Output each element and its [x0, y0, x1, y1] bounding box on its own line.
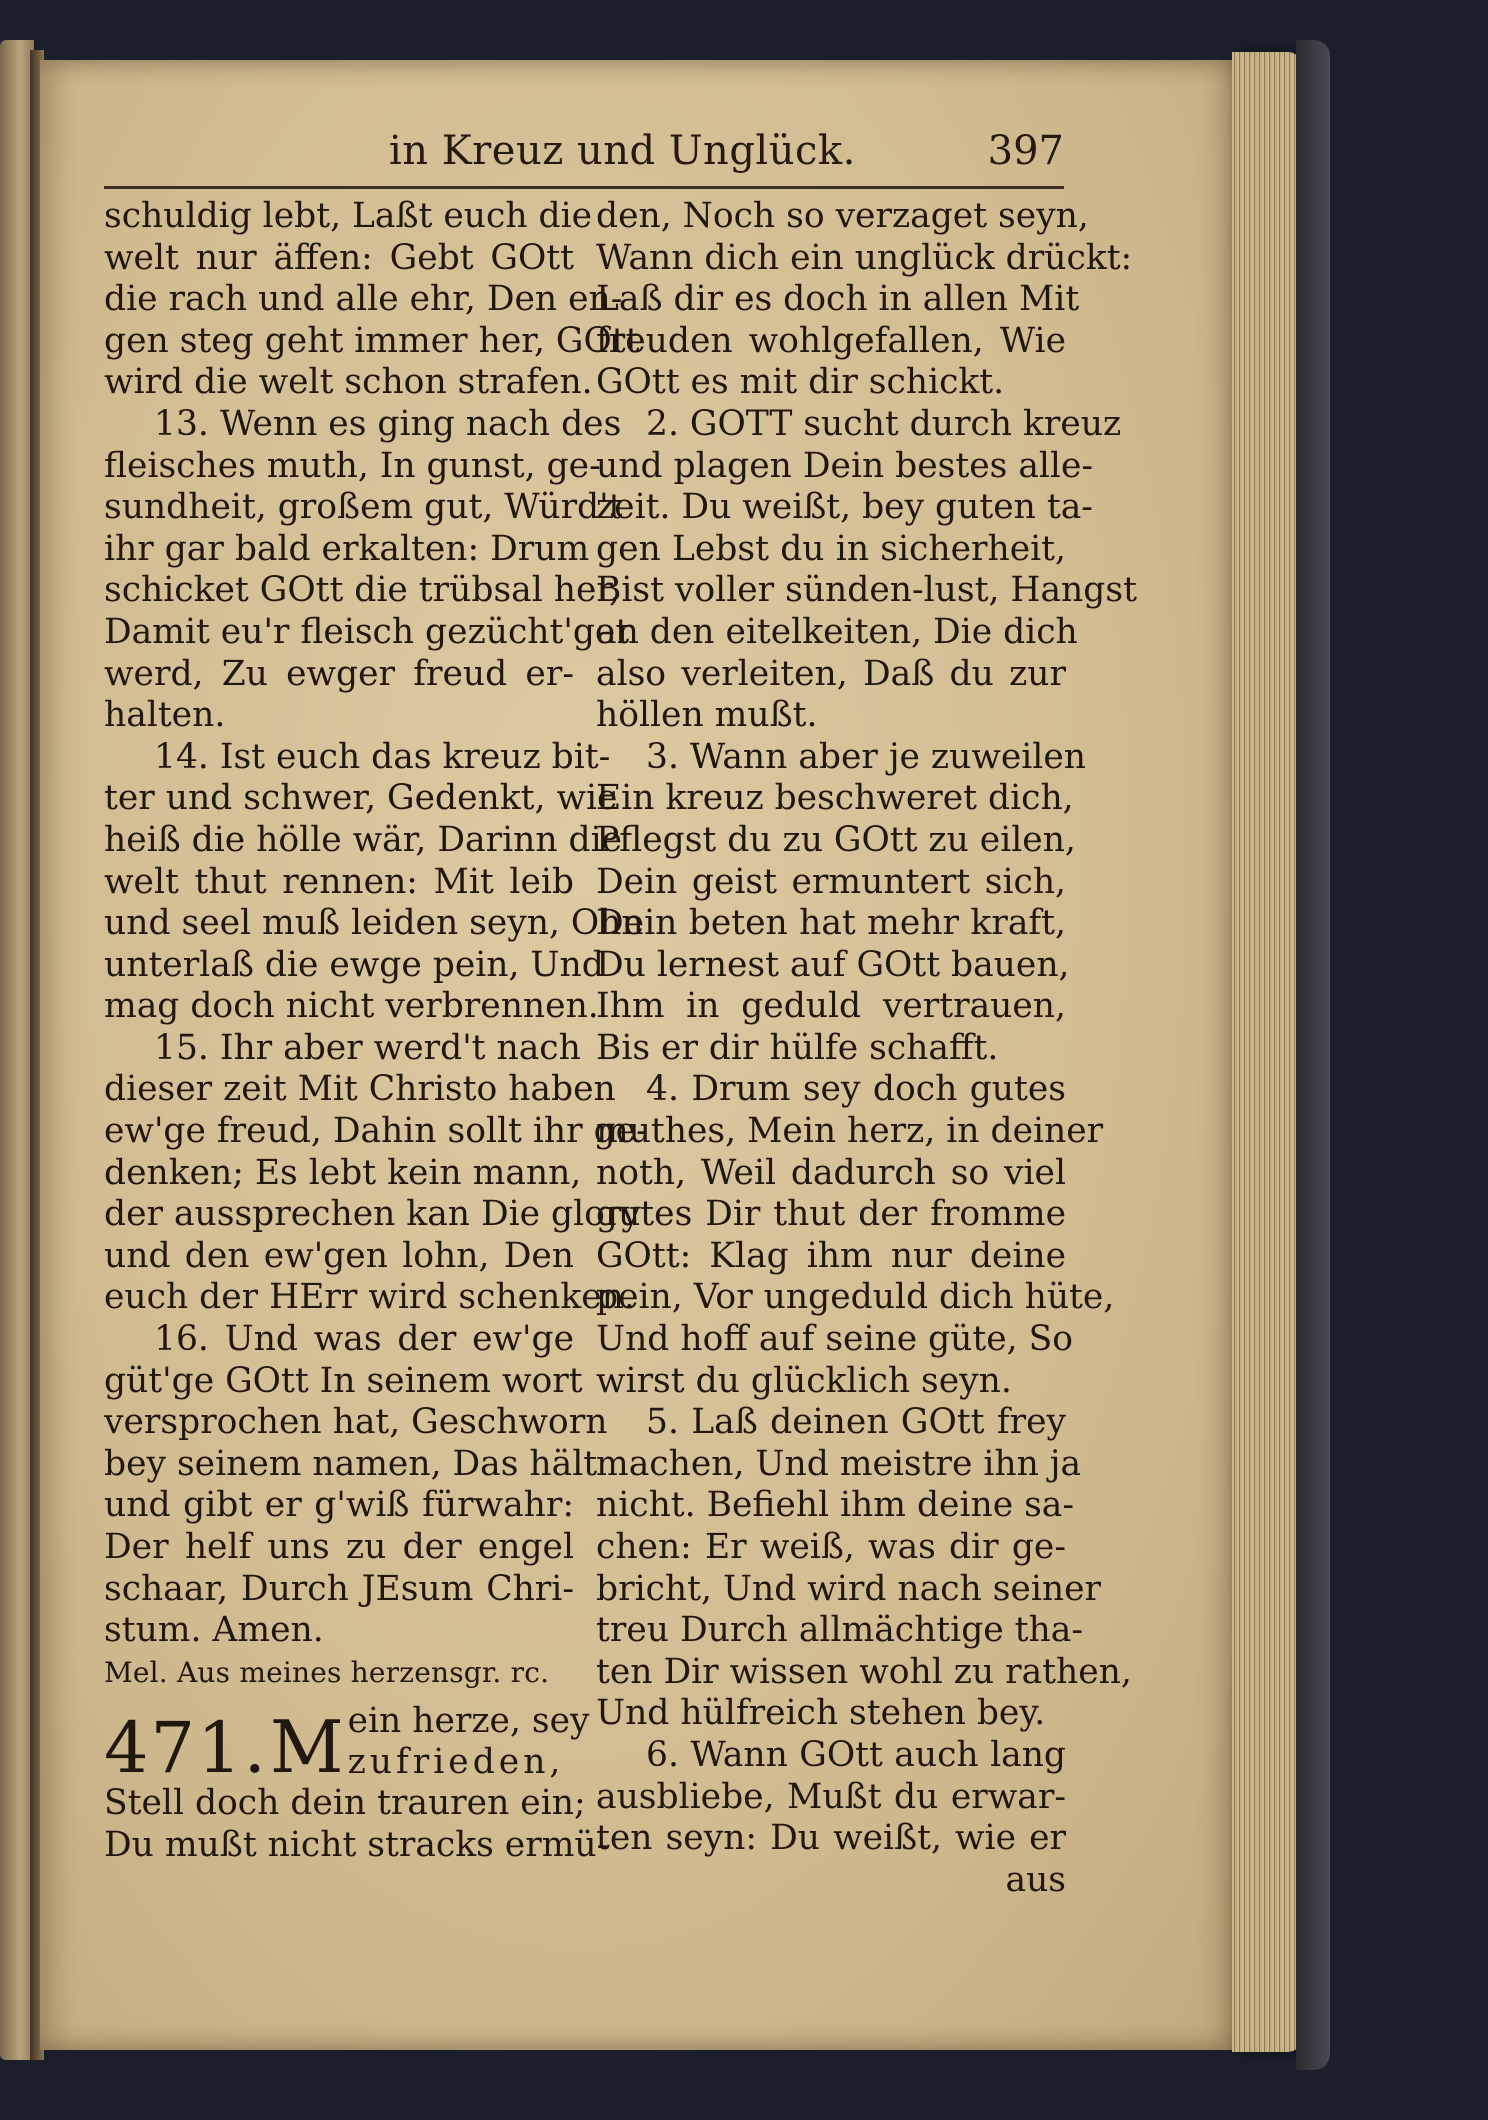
verse-line: sundheit, großem gut, Würd't — [104, 487, 623, 528]
verse-line: 3. Wann aber je zuweilen — [646, 736, 1086, 777]
verse-line: und seel muß leiden seyn, Ohn — [104, 903, 644, 944]
verse-line: schaar, Durch JEsum Chri- — [104, 1568, 574, 1609]
verse-line: zeit. Du weißt, bey guten ta- — [596, 487, 1093, 528]
verse-5 — [596, 1402, 1132, 1735]
verse-line: ausbliebe, Mußt du erwar- — [596, 1776, 1066, 1817]
verse-line: Pflegst du zu GOtt zu eilen, — [596, 819, 1076, 860]
verse-4 — [596, 1069, 1115, 1402]
verse-line: wirst du glücklich seyn. — [596, 1360, 1012, 1401]
hymn-first-lines — [348, 1701, 590, 1783]
verse-line: 6. Wann GOtt auch lang — [646, 1734, 1066, 1775]
text-line: wird die welt schon strafen. — [104, 362, 593, 403]
verse-line: und gibt er g'wiß fürwahr: — [104, 1485, 574, 1526]
verse-line: ten Dir wissen wohl zu rathen, — [596, 1651, 1132, 1692]
melody-note: Mel. Aus meines herzensgr. rc. — [104, 1655, 550, 1689]
verse-line: Du lernest auf GOtt bauen, — [596, 944, 1070, 985]
text-line: Laß dir es doch in allen Mit — [596, 279, 1080, 320]
verse-line: machen, Und meistre ihn ja — [596, 1443, 1082, 1484]
verse-line: Dein beten hat mehr kraft, — [596, 903, 1066, 944]
hymn-line: Stell doch dein trauren ein; — [104, 1783, 586, 1824]
page-number: 397 — [987, 128, 1064, 174]
verse-line: Und hoff auf seine güte, So — [596, 1319, 1074, 1360]
verse-line: höllen mußt. — [596, 695, 818, 736]
verse-line: und den ew'gen lohn, Den — [104, 1235, 574, 1276]
verse-line: ter und schwer, Gedenkt, wie — [104, 778, 618, 819]
verse-line: stum. Amen. — [104, 1610, 324, 1651]
hymn-line: zufrieden, — [347, 1742, 565, 1783]
verse-line: 16. Und was der ew'ge — [154, 1319, 574, 1360]
verse-line: euch der HErr wird schenken. — [104, 1277, 635, 1318]
verse-line: 14. Ist euch das kreuz bit- — [154, 736, 611, 777]
verse-line: muthes, Mein herz, in deiner — [596, 1111, 1104, 1152]
verse-line: nicht. Befiehl ihm deine sa- — [596, 1485, 1075, 1526]
verse-line: Bis er dir hülfe schafft. — [596, 1027, 999, 1068]
verse-line: dieser zeit Mit Christo haben — [104, 1069, 616, 1110]
verse-line: pein, Vor ungeduld dich hüte, — [596, 1277, 1115, 1318]
verse-line: denken; Es lebt kein mann, — [104, 1152, 582, 1193]
text-line: welt nur äffen: Gebt GOtt — [104, 237, 574, 278]
hymn-line: ein herze, sey — [347, 1701, 590, 1742]
verse-line: Damit eu'r fleisch gezücht'get — [104, 611, 630, 652]
catchword: aus — [1005, 1859, 1066, 1900]
verse-line: gutes Dir thut der fromme — [596, 1194, 1066, 1235]
verse-15 — [104, 1027, 648, 1319]
text-line: den, Noch so verzaget seyn, — [596, 196, 1089, 236]
verse-line: Bist voller sünden-lust, Hangst — [596, 570, 1137, 611]
verse-line: werd, Zu ewger freud er- — [104, 653, 574, 694]
hymn-number: 471. — [104, 1707, 268, 1790]
verse-line: ihr gar bald erkalten: Drum — [104, 528, 590, 569]
drop-initial: M — [269, 1705, 344, 1790]
left-column — [104, 196, 648, 1867]
verse-13 — [104, 403, 630, 737]
verse-line: schicket GOtt die trübsal her, — [104, 570, 621, 611]
verse-line: heiß die hölle wär, Darinn die — [104, 819, 623, 860]
text-line: freuden wohlgefallen, Wie — [596, 320, 1066, 361]
right-column — [596, 196, 1137, 1901]
verse-line: versprochen hat, Geschworn — [104, 1402, 608, 1443]
verse-line: also verleiten, Daß du zur — [596, 653, 1066, 694]
page-header — [104, 128, 1064, 189]
verse-line: Der helf uns zu der engel — [104, 1527, 574, 1567]
verse-line: noth, Weil dadurch so viel — [596, 1152, 1066, 1193]
verse-14 — [104, 736, 644, 1028]
verse-line: an den eitelkeiten, Die dich — [596, 611, 1078, 652]
verse-line: ew'ge freud, Dahin sollt ihr ge- — [104, 1111, 648, 1152]
verse-line: unterlaß die ewge pein, Und — [104, 944, 604, 985]
verse-line: treu Durch allmächtige tha- — [596, 1610, 1083, 1651]
verse-line: halten. — [104, 695, 226, 736]
hymn-line: Du mußt nicht stracks ermü- — [104, 1824, 609, 1865]
verse-line: 5. Laß deinen GOtt frey — [646, 1402, 1066, 1443]
verse-line: bey seinem namen, Das hält — [104, 1443, 598, 1484]
verse-line: und plagen Dein bestes alle- — [596, 445, 1094, 486]
text-line: die rach und alle ehr, Den en- — [104, 279, 623, 320]
verse-line: Und hülfreich stehen bey. — [596, 1693, 1046, 1734]
verse-6 — [596, 1735, 1066, 1860]
text-line: Wann dich ein unglück drückt: — [596, 237, 1133, 278]
verse-line: 2. GOTT sucht durch kreuz — [646, 403, 1122, 444]
running-title: in Kreuz und Unglück. — [389, 128, 856, 174]
verse-12-ending — [104, 196, 640, 404]
verse-line: Ein kreuz beschweret dich, — [596, 778, 1074, 819]
verse-line: chen: Er weiß, was dir ge- — [596, 1527, 1066, 1567]
verse-line: gen Lebst du in sicherheit, — [596, 528, 1066, 569]
verse-line: fleisches muth, In gunst, ge- — [104, 445, 601, 486]
verse-line: GOtt: Klag ihm nur deine — [596, 1235, 1066, 1276]
hymn-continuation — [596, 196, 1133, 404]
verse-line: 15. Ihr aber werd't nach — [154, 1027, 581, 1068]
verse-16 — [104, 1319, 608, 1652]
verse-line: mag doch nicht verbrennen. — [104, 986, 599, 1027]
hymn-heading — [104, 1695, 590, 1790]
verse-line: 13. Wenn es ging nach des — [154, 403, 622, 444]
previous-page-edge — [0, 40, 34, 2060]
page-block-edges — [1232, 52, 1302, 2052]
verse-line: welt thut rennen: Mit leib — [104, 861, 574, 902]
text-line: schuldig lebt, Laßt euch die — [104, 196, 593, 236]
verse-line: Dein geist ermuntert sich, — [596, 861, 1066, 902]
verse-3 — [596, 736, 1086, 1070]
verse-2 — [596, 403, 1137, 737]
verse-line: bricht, Und wird nach seiner — [596, 1568, 1101, 1609]
verse-line: der aussprechen kan Die glory — [104, 1194, 641, 1235]
verse-line: 4. Drum sey doch gutes — [646, 1069, 1066, 1110]
book-cover-edge — [1296, 40, 1330, 2070]
text-line: GOtt es mit dir schickt. — [596, 362, 1005, 403]
verse-line: güt'ge GOtt In seinem wort — [104, 1360, 583, 1401]
verse-line: ten seyn: Du weißt, wie er — [596, 1818, 1066, 1859]
verse-line: Ihm in geduld vertrauen, — [596, 986, 1066, 1027]
text-line: gen steg geht immer her, GOtt — [104, 320, 640, 361]
